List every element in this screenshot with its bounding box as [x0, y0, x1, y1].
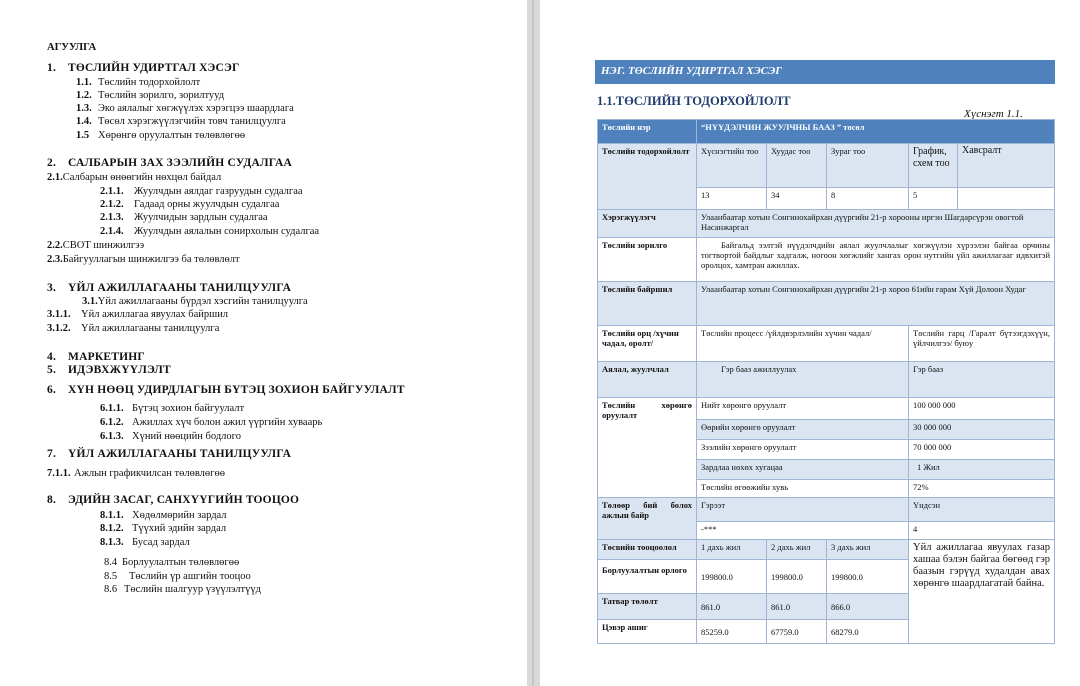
table-cell: Гэр бааз ажиллуулах	[697, 362, 909, 398]
table-row	[598, 144, 1055, 188]
table-cell: Улаанбаатар хотын Сонгинохайрхан дүүргийн 21-р хороо 61ийн гарам Хүй Долоон Худаг	[697, 282, 1055, 326]
toc-section-7[interactable]: 7. ҮЙЛ АЖИЛЛАГААНЫ ТАНИЛЦУУЛГА	[47, 448, 292, 460]
toc-section-8[interactable]: 8. ЭДИЙН ЗАСАГ, САНХҮҮГИЙН ТООЦОО	[47, 494, 300, 506]
table-cell: 13	[697, 188, 767, 210]
table-cell: 3 дахь жил	[827, 540, 909, 560]
toc-item[interactable]: 2.1.4. Жуулчдын аялалын сонирхолын судалгаа	[100, 226, 320, 237]
table-cell: 199800.0	[767, 560, 827, 594]
toc-item[interactable]: 8.1.2. Түүхий эдийн зардал	[100, 523, 227, 534]
table-cell: График, схем тоо	[909, 144, 958, 188]
table-cell: Төлөөр бий болох ажлын байр	[598, 498, 697, 540]
table-cell: Төслийн хөрөнгө оруулалт	[598, 398, 697, 498]
name-label: Төслийн нэр	[598, 120, 697, 144]
toc-item[interactable]: 8.1.1. Хөдөлмөрийн зардал	[100, 510, 227, 521]
table-cell: Байгальд ээлтэй нүүдэлчдийн аялал жуулчлалыг хөгжүүлэн хүрээлэн байгаа орчины тогтвортой байдлыг хадгалж, ногоон хөгжлийг хангах орон нутгийн үйл ажиллагааг идвхитэй оролцох, хамтран ажиллах.	[697, 238, 1055, 282]
toc-item[interactable]: 6.1.2. Ажиллах хүч болон ажил үүргийн хуваарь	[100, 417, 323, 428]
name-value: “НҮҮДЭЛЧИН ЖУУЛЧНЫ БААЗ ” төсөл	[697, 120, 1055, 144]
table-cell: Борлуулалтын орлого	[598, 560, 697, 594]
toc-item[interactable]: 1.4. Төсөл хэрэгжүүлэгчийн товч танилцуулга	[76, 116, 286, 127]
toc-item[interactable]: 2.1.1. Жуулчдын аялдаг газруудын судалгаа	[100, 186, 303, 197]
table-cell: 72%	[909, 480, 1055, 498]
toc-item[interactable]: 2.1.2. Гадаад орны жуулчдын судалгаа	[100, 199, 280, 210]
toc-item[interactable]: 2.3.Байгууллагын шинжилгээ ба төлөвлөлт	[47, 254, 240, 265]
table-cell: 861.0	[697, 594, 767, 620]
table-cell: 8	[827, 188, 909, 210]
toc-item[interactable]: 2.1.3. Жуулчидын зардлын судалгаа	[100, 212, 268, 223]
toc-item[interactable]: 7.1.1. Ажлын графикчилсан төлөвлөгөө	[47, 468, 225, 479]
table-cell: Аялал, жуулчлал	[598, 362, 697, 398]
table-cell: 85259.0	[697, 620, 767, 644]
toc-item[interactable]: 8.6 Төслийн шалгуур үзүүлэлтүүд	[104, 584, 261, 595]
toc-section-4[interactable]: 4. МАРКЕТИНГ	[47, 351, 145, 363]
table-cell: Цэвэр ашиг	[598, 620, 697, 644]
table-cell: Төслийн орц /хүчин чадал, оролт/	[598, 326, 697, 362]
toc-item[interactable]: 2.1.Салбарын өнөөгийн нөхцөл байдал	[47, 172, 222, 183]
table-row	[598, 540, 1055, 560]
table-cell: Хуудас тоо	[767, 144, 827, 188]
table-row	[598, 210, 1055, 238]
table-cell: 4	[909, 522, 1055, 540]
toc-item[interactable]: 1.1. Төслийн тодорхойлолт	[76, 77, 201, 88]
toc-item[interactable]: 1.2. Төслийн зорилго, зорилтууд	[76, 90, 225, 101]
table-cell: 68279.0	[827, 620, 909, 644]
table-row	[598, 398, 1055, 420]
table-row	[598, 120, 1055, 144]
table-cell: 70 000 000	[909, 440, 1055, 460]
table-cell: Үндсэн	[909, 498, 1055, 522]
table-cell: 861.0	[767, 594, 827, 620]
toc-item[interactable]: 8.5 Төслийн үр ашгийн тооцоо	[104, 571, 251, 582]
toc-section-2[interactable]: 2. САЛБАРЫН ЗАХ ЗЭЭЛИЙН СУДАЛГАА	[47, 157, 292, 169]
toc-item[interactable]: 1.5 Хөрөнгө оруулалтын төлөвлөгөө	[76, 130, 246, 141]
table-cell: Хавсралт	[958, 144, 1055, 188]
table-cell: 199800.0	[827, 560, 909, 594]
toc-section-6[interactable]: 6. ХҮН НӨӨЦ УДИРДЛАГЫН БҮТЭЦ ЗОХИОН БАЙГУУЛАЛТ	[47, 384, 405, 396]
table-cell: 866.0	[827, 594, 909, 620]
table-cell: 1 дахь жил	[697, 540, 767, 560]
table-cell: Төслийн процесс /үйлдвэрлэлийн хүчин чадал/	[697, 326, 909, 362]
table-cell: Төсвийн тооцоолол	[598, 540, 697, 560]
table-cell: Улаанбаатар хотын Сонгинохайрхан дүүргийн 21-р хорооны иргэн Шагдарсүрэн овогтой Насанжаргал	[697, 210, 1055, 238]
toc-item[interactable]: 3.1.Үйл ажиллагааны бүрдэл хэсгийн танилцуулга	[82, 296, 308, 307]
table-cell: 2 дахь жил	[767, 540, 827, 560]
table-cell: 5	[909, 188, 958, 210]
chapter-banner: НЭГ. ТӨСЛИЙН УДИРТГАЛ ХЭСЭГ	[595, 60, 1055, 84]
table-cell: Хэрэгжүүлэгч	[598, 210, 697, 238]
toc-title: АГУУЛГА	[47, 42, 97, 53]
toc-item[interactable]: 2.2.СВОТ шинжилгээ	[47, 240, 145, 251]
table-cell: Зээлийн хөрөнгө оруулалт	[697, 440, 909, 460]
table-cell: Зардлаа нөхөх хугацаа	[697, 460, 909, 480]
toc-item[interactable]: 3.1.1. Үйл ажиллагаа явуулах байршил	[47, 309, 229, 320]
table-cell: Төслийн зорилго	[598, 238, 697, 282]
section-title: 1.1.ТӨСЛИЙН ТОДОРХОЙЛОЛТ	[597, 94, 791, 108]
toc-section-5[interactable]: 5. ИДЭВХЖҮҮЛЭЛТ	[47, 364, 171, 376]
def-label: Төслийн тодорхойлолт	[598, 144, 697, 210]
table-cell: Төслийн өгөөжийн хувь	[697, 480, 909, 498]
table-cell: 199800.0	[697, 560, 767, 594]
calc-note: Үйл ажиллагаа явуулах газар хашаа бэлэн байгаа бөгөөд гэр баазын гэрүүд худалдан авах хөрөнгө шаардлагатай байна.	[909, 540, 1055, 644]
table-cell: Хүснэгтийн тоо	[697, 144, 767, 188]
toc-text: ТӨСЛИЙН УДИРТГАЛ ХЭСЭГ	[68, 62, 240, 74]
table-cell: Зураг тоо	[827, 144, 909, 188]
toc-section-3[interactable]: 3. ҮЙЛ АЖИЛЛАГААНЫ ТАНИЛЦУУЛГА	[47, 282, 292, 294]
toc-page	[0, 0, 527, 686]
toc-item[interactable]: 8.1.3. Бусад зардал	[100, 537, 190, 548]
table-row	[598, 498, 1055, 522]
table-row	[598, 326, 1055, 362]
toc-item[interactable]: 6.1.3. Хүний нөөцийн бодлого	[100, 431, 241, 442]
toc-item[interactable]: 1.3. Эко аялалыг хөгжүүлэх хэрэгцээ шаардлага	[76, 103, 294, 114]
toc-item[interactable]: 3.1.2. Үйл ажиллагааны танилцуулга	[47, 323, 220, 334]
table-cell: 30 000 000	[909, 420, 1055, 440]
table-cell: Өөрийн хөрөнгө оруулалт	[697, 420, 909, 440]
toc-section-1[interactable]	[47, 62, 240, 74]
table-cell: -***	[697, 522, 909, 540]
content-page	[540, 0, 1080, 686]
toc-item[interactable]: 8.4 Борлуулалтын төлөвлөгөө	[104, 557, 240, 568]
project-info-table	[597, 119, 1055, 644]
table-cell: Гэр бааз	[909, 362, 1055, 398]
table-cell: 67759.0	[767, 620, 827, 644]
table-cell: Нийт хөрөнгө оруулалт	[697, 398, 909, 420]
table-row	[598, 362, 1055, 398]
table-caption: Хүснэгт 1.1.	[964, 108, 1023, 120]
toc-num: 1.	[47, 62, 57, 74]
page-divider	[532, 0, 534, 686]
table-cell: Гэрээт	[697, 498, 909, 522]
table-cell: 100 000 000	[909, 398, 1055, 420]
table-cell: 1 Жил	[909, 460, 1055, 480]
table-cell: Төслийн гарц /Гаралт бүтээгдэхүүн, үйлчилгээ/ буюу	[909, 326, 1055, 362]
toc-item[interactable]: 6.1.1. Бүтэц зохион байгуулалт	[100, 403, 245, 414]
table-row	[598, 238, 1055, 282]
table-cell: 34	[767, 188, 827, 210]
table-cell: Төслийн байршил	[598, 282, 697, 326]
table-cell	[958, 188, 1055, 210]
table-row	[598, 282, 1055, 326]
table-cell: Татвар төлөлт	[598, 594, 697, 620]
